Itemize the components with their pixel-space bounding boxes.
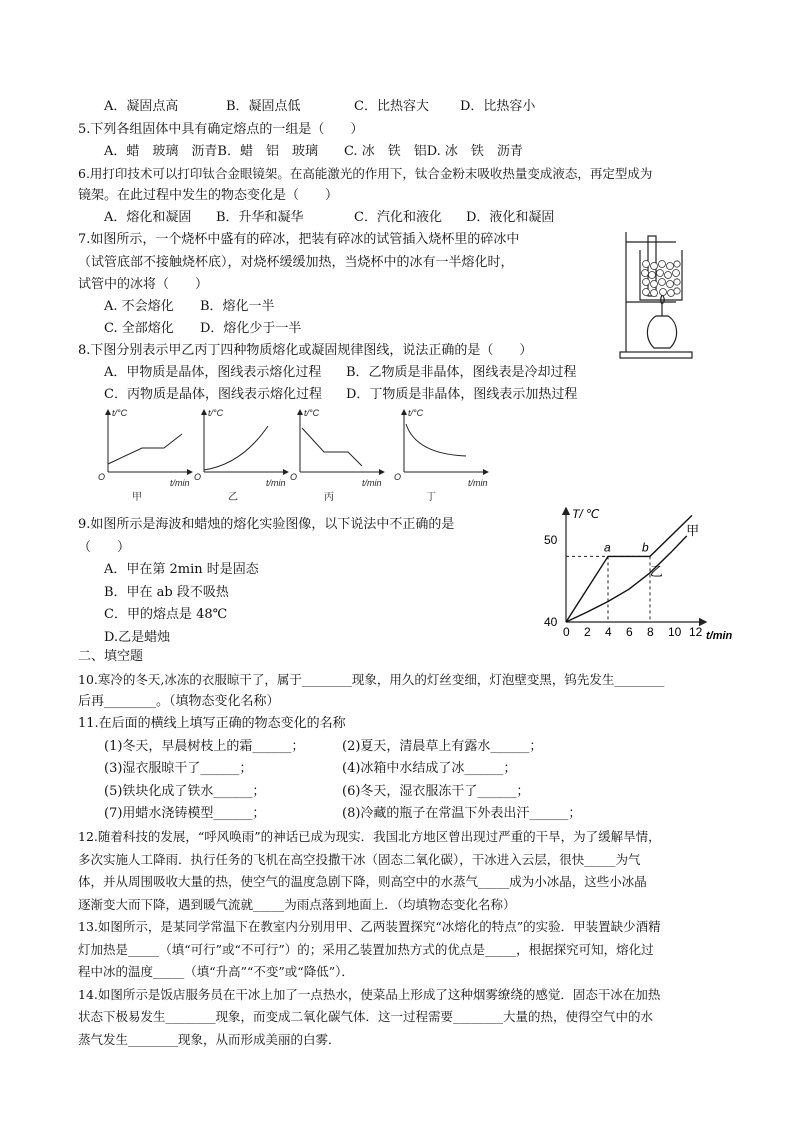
section-2-heading: 二、填空题 <box>78 649 144 664</box>
q9-option-a: A．甲在第 2min 时是固态 <box>104 562 259 577</box>
y-tick-label: 40 <box>544 615 558 629</box>
q7-apparatus-illustration <box>616 230 696 360</box>
q12-line2: 多次实施人工降雨．执行任务的飞机在高空投撒干冰（固态二氧化碳），干冰进入云层，很快_____为气 <box>78 852 641 867</box>
y-axis-label: T/ ℃ <box>572 507 600 521</box>
q7-option-c: C. 全部熔化 <box>104 321 174 336</box>
series-jia-label: 甲 <box>686 523 700 539</box>
q4-option-b: B．凝固点低 <box>226 99 301 114</box>
q5-options: A．蜡 玻璃 沥青B．蜡 铝 玻璃 C. 冰 铁 铝D. 冰 铁 沥青 <box>104 144 523 159</box>
x-tick-label: 0 <box>563 625 570 639</box>
graph1-origin: O <box>98 472 106 482</box>
series-yi-line <box>566 536 687 622</box>
q6-option-d: D．液化和凝固 <box>466 210 555 225</box>
graph-yi-line <box>204 426 268 470</box>
graph-ding-line <box>406 424 466 456</box>
q7-option-a: A. 不会熔化 <box>104 299 174 314</box>
q11-item-4: (4)冰箱中水结成了冰______； <box>342 761 517 776</box>
graph4-xlabel: t/min <box>468 478 488 488</box>
graph4-origin: O <box>394 472 402 482</box>
q6-option-a: A．熔化和凝固 <box>104 210 192 225</box>
q10-line1: 10.寒冷的冬天,冰冻的衣服晾干了，属于________现象，用久的灯丝变细，灯泡壁变黑，钨先发生________ <box>78 672 665 687</box>
q8-graphs <box>92 404 502 508</box>
q8-stem: 8.下图分别表示甲乙丙丁四种物质熔化或凝固规律图线，说法正确的是（ ） <box>78 343 533 358</box>
y-tick-label: 50 <box>544 533 558 547</box>
graph1-name: 甲 <box>132 492 142 503</box>
q9-paren: （ ） <box>78 540 131 555</box>
q7-stem-line3: 试管中的冰将（ ） <box>78 277 209 292</box>
q11-item-3: (3)湿衣服晾干了______； <box>104 761 253 776</box>
graph1-ylabel: t/°C <box>112 408 128 418</box>
q9-option-b: B．甲在 ab 段不吸热 <box>104 585 229 600</box>
graph-bing-line <box>302 428 362 466</box>
x-tick-label: 10 <box>668 625 682 639</box>
q8-option-a: A．甲物质是晶体，图线表示熔化过程 <box>104 365 322 380</box>
graph3-xlabel: t/min <box>362 478 382 488</box>
graph3-ylabel: t/°C <box>304 408 320 418</box>
q11-item-1: (1)冬天，早晨树枝上的霜______； <box>104 739 305 754</box>
q4-option-d: D．比热容小 <box>460 99 536 114</box>
q6-stem-line1: 6.用打印技术可以打印钛合金眼镜架。在高能激光的作用下，钛合金粉末吸收热量变成液态，再定型成为 <box>78 166 653 181</box>
graph3-origin: O <box>290 472 298 482</box>
x-tick-label: 6 <box>626 625 633 639</box>
q11-item-7: (7)用蜡水浇铸模型______； <box>104 806 266 821</box>
q7-stem-line1: 7.如图所示，一个烧杯中盛有的碎冰，把装有碎冰的试管插入烧杯里的碎冰中 <box>78 232 520 247</box>
q7-stem-line2: （试管底部不接触烧杯底），对烧杯缓缓加热，当烧杯中的冰有一半熔化时， <box>78 255 514 270</box>
x-axis-label: t/min <box>706 630 733 642</box>
q13-line1: 13.如图所示，是某同学常温下在教室内分别用甲、乙两装置探究“冰熔化的特点”的实验．甲装置缺少酒精 <box>78 919 661 934</box>
graph2-xlabel: t/min <box>266 478 286 488</box>
q11-item-5: (5)铁块化成了铁水______； <box>104 784 266 799</box>
q6-option-b: B．升华和凝华 <box>216 210 304 225</box>
x-tick-label: 4 <box>605 625 612 639</box>
q9-option-d: D.乙是蜡烛 <box>104 630 171 645</box>
q11-item-8: (8)冷藏的瓶子在常温下外表出汗______； <box>342 806 582 821</box>
x-tick-label: 2 <box>584 625 591 639</box>
q13-line2: 灯加热是_____（填“可行”或“不可行”）的；采用乙装置加热方式的优点是_____，根据探究可知，熔化过 <box>78 942 654 957</box>
q5-stem: 5.下列各组固体中具有确定熔点的一组是（ ） <box>78 122 364 137</box>
q14-line2: 状态下极易发生________现象，而变成二氧化碳气体．这一过程需要________大量的热，使得空气中的水 <box>78 1009 654 1024</box>
q7-option-b: B．熔化一半 <box>200 299 275 314</box>
q8-option-c: C．丙物质是晶体，图线表示熔化过程 <box>104 387 322 402</box>
graph4-ylabel: t/°C <box>408 408 424 418</box>
q8-option-b: B．乙物质是非晶体，图线表是冷却过程 <box>346 365 577 380</box>
q11-stem: 11.在后面的横线上填写正确的物态变化的名称 <box>78 716 346 731</box>
q12-line1: 12.随着科技的发展，“呼风唤雨”的神话已成为现实．我国北方地区曾出现过严重的干旱，为了缓解旱情， <box>78 829 661 844</box>
graph1-xlabel: t/min <box>170 478 190 488</box>
graph3-name: 丙 <box>324 492 334 503</box>
series-jia-line <box>566 515 692 622</box>
series-yi-label: 乙 <box>649 564 663 580</box>
q4-option-c: C．比热容大 <box>354 99 429 114</box>
point-a-label: a <box>604 540 611 555</box>
q7-option-d: D．熔化少于一半 <box>200 321 302 336</box>
point-b-label: b <box>642 540 649 555</box>
x-tick-label: 12 <box>689 625 703 639</box>
q6-stem-line2: 镜架。在此过程中发生的物态变化是（ ） <box>78 188 339 203</box>
q4-option-a: A．凝固点高 <box>104 99 179 114</box>
q11-item-6: (6)冬天，湿衣服冻干了______； <box>342 784 530 799</box>
q13-line3: 程中冰的温度_____（填“升高”“不变”或“降低”）． <box>78 964 354 979</box>
q6-option-c: C．汽化和液化 <box>354 210 442 225</box>
q14-line3: 蒸气发生________现象，从而形成美丽的白雾． <box>78 1032 341 1047</box>
graph-jia-line <box>108 434 182 464</box>
graph2-ylabel: t/°C <box>208 408 224 418</box>
q12-line3: 体，并从周围吸收大量的热，使空气的温度急剧下降，则高空中的水蒸气_____成为小冰晶，这些小冰晶 <box>78 874 647 889</box>
q8-option-d: D．丁物质是非晶体，图线表示加热过程 <box>346 387 578 402</box>
q9-stem: 9.如图所示是海波和蜡烛的熔化实验图像，以下说法中不正确的是 <box>78 517 455 532</box>
x-tick-label: 8 <box>647 625 654 639</box>
graph4-name: 丁 <box>426 492 436 503</box>
q9-melting-chart <box>540 502 750 648</box>
q9-option-c: C．甲的熔点是 48℃ <box>104 607 228 622</box>
graph2-name: 乙 <box>228 492 238 503</box>
q12-line4: 逐渐变大而下降，遇到暖气流就_____为雨点落到地面上．（均填物态变化名称） <box>78 897 516 912</box>
q11-item-2: (2)夏天，清晨草上有露水______； <box>342 739 543 754</box>
graph2-origin: O <box>194 472 202 482</box>
q14-line1: 14.如图所示是饭店服务员在干冰上加了一点热水，使菜品上形成了这种烟雾缭绕的感觉．固态干冰在加热 <box>78 987 661 1002</box>
q10-line2: 后再________。（填物态变化名称） <box>78 694 280 709</box>
